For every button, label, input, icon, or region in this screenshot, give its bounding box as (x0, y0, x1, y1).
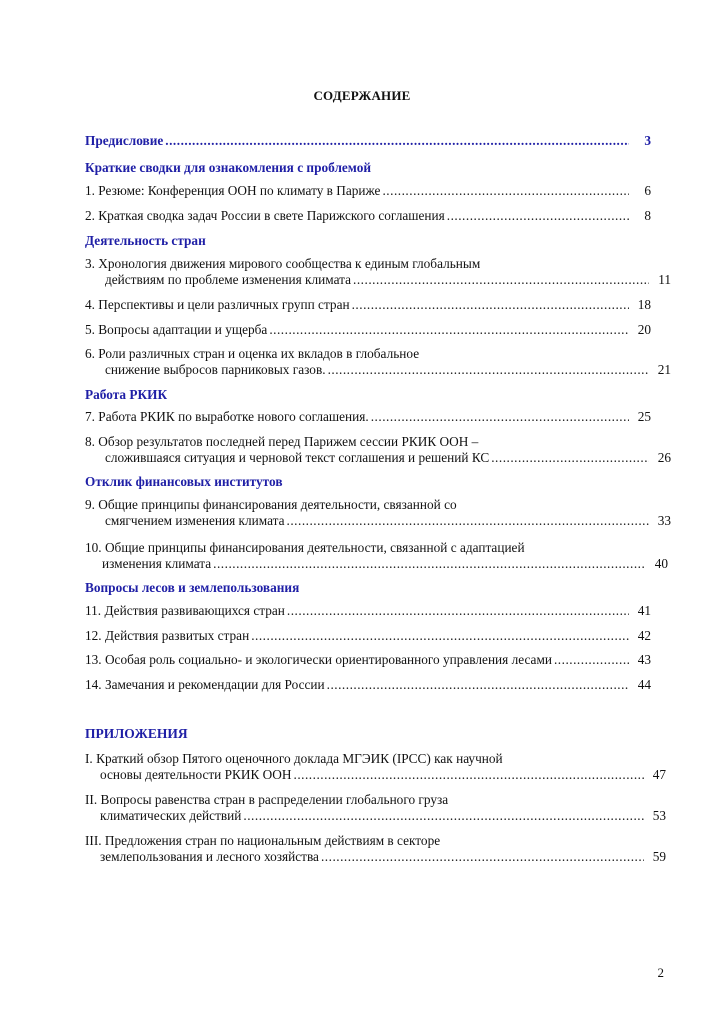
toc-entry[interactable] (85, 603, 651, 619)
toc-entry-label: 9. Общие принципы финансирования деятельности, связанной со (85, 497, 457, 512)
toc-entry[interactable] (85, 652, 651, 668)
toc-entry[interactable] (85, 322, 651, 338)
toc-page-number: 6 (644, 183, 651, 198)
dot-leader (328, 362, 649, 378)
toc-entry-label: III. Предложения стран по национальным действиям в секторе (85, 833, 441, 848)
toc-entry-label: Предисловие (85, 133, 164, 148)
dot-leader (491, 450, 649, 466)
toc-entry[interactable] (85, 677, 651, 693)
toc-entry-label-cont: действиям по проблеме изменения климата (105, 272, 352, 287)
toc-page-number: 25 (637, 409, 651, 424)
toc-page-number: 8 (644, 208, 651, 223)
toc-entry[interactable] (85, 497, 671, 529)
toc-entry-label: II. Вопросы равенства стран в распределении глобального груза (85, 792, 449, 807)
toc-entry[interactable] (85, 409, 651, 425)
dot-leader (321, 849, 644, 865)
toc-page-number: 33 (657, 513, 671, 528)
toc-page-number: 26 (657, 450, 671, 465)
toc-entry-label: 12. Действия развитых стран (85, 628, 250, 643)
dot-leader (371, 409, 629, 425)
toc-entry-label-cont: снижение выбросов парниковых газов. (105, 362, 326, 377)
toc-page-number: 41 (637, 603, 651, 618)
toc-entry[interactable] (85, 208, 651, 224)
toc-page-number: 40 (654, 556, 668, 571)
appendices-heading[interactable]: ПРИЛОЖЕНИЯ (85, 726, 188, 741)
toc-entry-appendix[interactable] (85, 833, 666, 865)
toc-entry-label-cont: климатических действий (100, 808, 242, 823)
toc-page-number: 21 (657, 362, 671, 377)
section-heading[interactable]: Вопросы лесов и землепользования (85, 580, 300, 595)
toc-page-number: 53 (652, 808, 666, 823)
toc-page-number: 44 (637, 677, 651, 692)
toc-entry-label: 3. Хронология движения мирового сообщества к единым глобальным (85, 256, 481, 271)
toc-entry-label-cont: основы деятельности РКИК ООН (100, 767, 292, 782)
section-heading[interactable]: Деятельность стран (85, 233, 206, 248)
toc-entry-label-cont: землепользования и лесного хозяйства (100, 849, 319, 864)
toc-entry-label: 14. Замечания и рекомендации для России (85, 677, 325, 692)
toc-entry-label: 8. Обзор результатов последней перед Парижем сессии РКИК ООН – (85, 434, 479, 449)
dot-leader (287, 513, 649, 529)
page-number: 2 (657, 965, 664, 980)
toc-entry-label-cont: сложившаяся ситуация и черновой текст соглашения и решений КС (105, 450, 490, 465)
toc-page-number: 18 (637, 297, 651, 312)
dot-leader (353, 272, 649, 288)
toc-entry-label: 2. Краткая сводка задач России в свете Парижского соглашения (85, 208, 445, 223)
toc-page-number: 42 (637, 628, 651, 643)
toc-entry-label: 13. Особая роль социально- и экологически ориентированного управления лесами (85, 652, 552, 667)
dot-leader (294, 767, 645, 783)
page-title: СОДЕРЖАНИЕ (313, 88, 411, 103)
toc-entry-label: I. Краткий обзор Пятого оценочного доклада МГЭИК (IPCC) как научной (85, 751, 503, 766)
dot-leader (447, 208, 629, 224)
dot-leader (213, 556, 646, 572)
toc-entry-label: 10. Общие принципы финансирования деятельности, связанной с адаптацией (85, 540, 525, 555)
dot-leader (243, 808, 644, 824)
toc-page-number: 47 (652, 767, 666, 782)
toc-entry-appendix[interactable] (85, 751, 666, 783)
toc-entry[interactable] (85, 183, 651, 199)
toc-entry-label: 1. Резюме: Конференция ООН по климату в Париже (85, 183, 381, 198)
section-heading[interactable]: Отклик финансовых институтов (85, 474, 283, 489)
dot-leader (327, 677, 629, 693)
toc-page-number: 3 (644, 133, 651, 148)
toc-entry-label: 4. Перспективы и цели различных групп стран (85, 297, 350, 312)
toc-page-number: 59 (652, 849, 666, 864)
toc-entry-preface[interactable] (85, 133, 651, 149)
dot-leader (269, 322, 629, 338)
dot-leader (287, 603, 629, 619)
toc-page-number: 20 (637, 322, 651, 337)
toc-entry-label: 11. Действия развивающихся стран (85, 603, 285, 618)
toc-entry[interactable] (85, 540, 668, 572)
dot-leader (352, 297, 629, 313)
toc-page-number: 11 (658, 272, 671, 287)
toc-entry[interactable] (85, 346, 671, 378)
toc-entry-label-cont: смягчением изменения климата (105, 513, 285, 528)
toc-page-number: 43 (637, 652, 651, 667)
toc-entry-appendix[interactable] (85, 792, 666, 824)
dot-leader (165, 133, 629, 149)
toc-entry[interactable] (85, 628, 651, 644)
toc-entry[interactable] (85, 297, 651, 313)
dot-leader (251, 628, 629, 644)
toc-entry[interactable] (85, 434, 671, 466)
toc-entry-label: 7. Работа РКИК по выработке нового соглашения. (85, 409, 369, 424)
toc-entry-label: 6. Роли различных стран и оценка их вкладов в глобальное (85, 346, 420, 361)
toc-entry-label: 5. Вопросы адаптации и ущерба (85, 322, 268, 337)
dot-leader (382, 183, 629, 199)
toc-entry[interactable] (85, 256, 671, 288)
section-heading[interactable]: Работа РКИК (85, 387, 168, 402)
toc-entry-label-cont: изменения климата (102, 556, 212, 571)
dot-leader (554, 652, 629, 668)
section-heading[interactable]: Краткие сводки для ознакомления с проблемой (85, 160, 371, 175)
